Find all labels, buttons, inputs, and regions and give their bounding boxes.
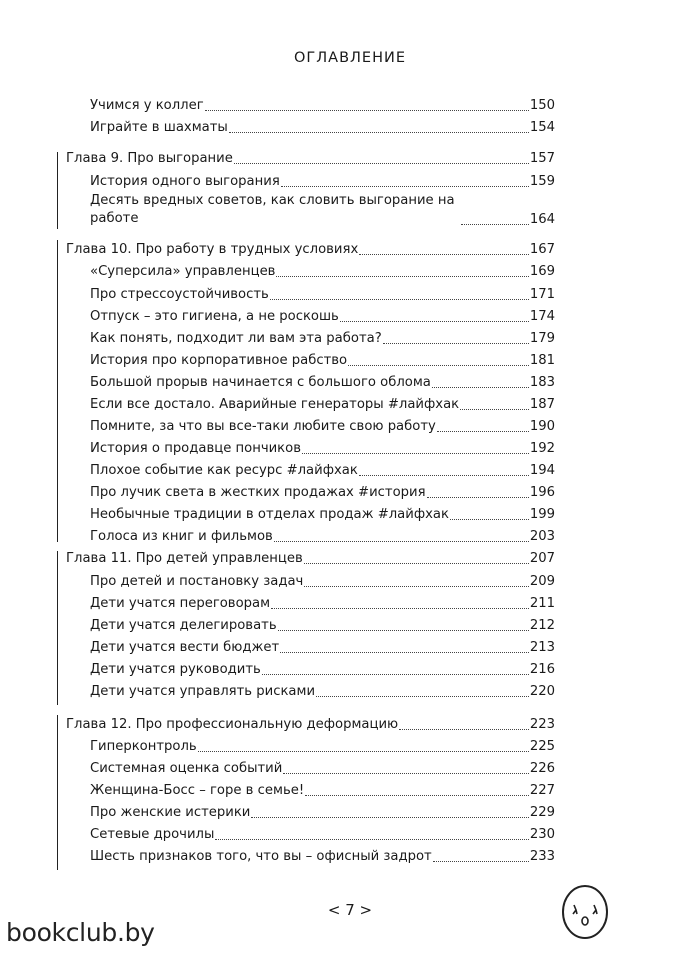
- toc-chapter: [66, 242, 555, 258]
- toc-entry: [90, 662, 555, 678]
- toc-entry-title: История про корпоративное рабство: [90, 353, 348, 368]
- dot-leader: [205, 109, 529, 111]
- toc-entry-page: 209: [529, 574, 555, 589]
- toc-entry-page: 159: [529, 174, 555, 189]
- toc-entry: [90, 309, 555, 325]
- toc-entry-title: Глава 11. Про детей управленцев: [66, 551, 303, 566]
- divider: [57, 152, 58, 229]
- toc-entry-title: Учимся у коллег: [90, 98, 204, 113]
- toc-entry-page: 227: [529, 783, 555, 798]
- toc-entry-title: Как понять, подходит ли вам эта работа?: [90, 331, 382, 346]
- toc-entry-title: Гиперконтроль: [90, 739, 197, 754]
- dot-leader: [251, 816, 528, 818]
- toc-chapter: [66, 151, 555, 167]
- toc-entry-title: Помните, за что вы все-таки любите свою работу: [90, 419, 436, 434]
- toc-entry-title: Глава 9. Про выгорание: [66, 151, 233, 166]
- toc-entry-page: 181: [529, 353, 555, 368]
- dot-leader: [427, 496, 529, 498]
- toc-entry-title: Голоса из книг и фильмов: [90, 529, 273, 544]
- toc-entry-page: 213: [529, 640, 555, 655]
- toc-entry-title: Системная оценка событий: [90, 761, 283, 776]
- toc-entry: [90, 463, 555, 479]
- face-logo-icon: [560, 883, 610, 941]
- page-title: ОГЛАВЛЕНИЕ: [293, 50, 406, 66]
- toc-entry: [90, 287, 555, 303]
- toc-entry-page: 212: [529, 618, 555, 633]
- toc-entry-title: Если все достало. Аварийные генераторы #лайфхак: [90, 397, 460, 412]
- dot-leader: [276, 275, 528, 277]
- toc-entry: [90, 684, 555, 700]
- toc-entry: [90, 761, 555, 777]
- toc-chapter: [66, 717, 555, 733]
- toc-entry-title: История одного выгорания: [90, 174, 280, 189]
- toc-entry-page: 199: [529, 507, 555, 522]
- toc-entry-page: 196: [529, 485, 555, 500]
- toc-entry-title: Большой прорыв начинается с большого облома: [90, 375, 431, 390]
- toc-entry-page: 190: [529, 419, 555, 434]
- toc-entry-title: Глава 12. Про профессиональную деформацию: [66, 717, 399, 732]
- toc-entry: [90, 192, 555, 228]
- dot-leader: [399, 728, 529, 730]
- toc-entry-title: Дети учатся вести бюджет: [90, 640, 280, 655]
- toc-entry-page: 164: [529, 212, 555, 227]
- dot-leader: [340, 320, 529, 322]
- toc-entry-title: Шесть признаков того, что вы – офисный задрот: [90, 849, 432, 864]
- toc-entry-page: 150: [529, 98, 555, 113]
- toc-entry: [90, 574, 555, 590]
- toc-entry: [90, 331, 555, 347]
- toc-entry-title: Сетевые дрочилы: [90, 827, 215, 842]
- toc-chapter: [66, 551, 555, 567]
- toc-entry-page: 192: [529, 441, 555, 456]
- toc-entry-title: История о продавце пончиков: [90, 441, 301, 456]
- dot-leader: [304, 562, 529, 564]
- toc-entry-title: Плохое событие как ресурс #лайфхак: [90, 463, 358, 478]
- toc-entry-title: Про детей и постановку задач: [90, 574, 304, 589]
- dot-leader: [304, 585, 529, 587]
- toc-entry-page: 183: [529, 375, 555, 390]
- dot-leader: [383, 342, 529, 344]
- toc-entry-title: Глава 10. Про работу в трудных условиях: [66, 242, 359, 257]
- dot-leader: [281, 185, 529, 187]
- toc-entry: [90, 174, 555, 190]
- toc-entry-title: Играйте в шахматы: [90, 120, 228, 135]
- toc-entry-page: 174: [529, 309, 555, 324]
- dot-leader: [432, 386, 529, 388]
- dot-leader: [278, 629, 529, 631]
- toc-entry: [90, 849, 555, 865]
- toc-entry-page: 154: [529, 120, 555, 135]
- page-number: < 7 >: [327, 901, 373, 919]
- dot-leader: [437, 430, 529, 432]
- toc-entry-title: Дети учатся руководить: [90, 662, 261, 677]
- dot-leader: [283, 772, 529, 774]
- dot-leader: [262, 673, 529, 675]
- toc-entry-page: 225: [529, 739, 555, 754]
- dot-leader: [316, 695, 529, 697]
- toc-entry-page: 187: [529, 397, 555, 412]
- toc-entry-title: «Суперсила» управленцев: [90, 264, 276, 279]
- toc-entry-title: Дети учатся делегировать: [90, 618, 277, 633]
- toc-entry-page: 211: [529, 596, 555, 611]
- toc-entry: [90, 596, 555, 612]
- toc-entry: [90, 419, 555, 435]
- toc-entry: [90, 805, 555, 821]
- toc-entry: [90, 739, 555, 755]
- toc-entry-page: 216: [529, 662, 555, 677]
- divider: [57, 551, 58, 705]
- toc-entry: [90, 120, 555, 136]
- divider: [57, 240, 58, 542]
- watermark: bookclub.by: [6, 918, 155, 947]
- toc-entry: [90, 353, 555, 369]
- dot-leader: [305, 794, 529, 796]
- toc-entry-page: 203: [529, 529, 555, 544]
- toc-entry: [90, 441, 555, 457]
- toc-entry-page: 169: [529, 264, 555, 279]
- toc-entry-page: 179: [529, 331, 555, 346]
- toc-entry-title: Отпуск – это гигиена, а не роскошь: [90, 309, 339, 324]
- toc-entry: [90, 783, 555, 799]
- toc-entry-page: 233: [529, 849, 555, 864]
- toc-entry-title: Дети учатся переговорам: [90, 596, 271, 611]
- dot-leader: [359, 474, 529, 476]
- toc-entry: [90, 507, 555, 523]
- toc-entry: [90, 529, 555, 545]
- toc-entry-page: 226: [529, 761, 555, 776]
- toc-entry: [90, 98, 555, 114]
- toc-entry-title: Про стрессоустойчивость: [90, 287, 269, 302]
- dot-leader: [461, 223, 529, 225]
- dot-leader: [450, 518, 529, 520]
- toc-entry-title: Дети учатся управлять рисками: [90, 684, 316, 699]
- dot-leader: [433, 860, 529, 862]
- dot-leader: [198, 750, 529, 752]
- toc-entry-page: 157: [529, 151, 555, 166]
- dot-leader: [229, 131, 529, 133]
- dot-leader: [280, 651, 529, 653]
- toc-entry-title: Необычные традиции в отделах продаж #лайфхак: [90, 507, 449, 522]
- toc-entry-page: 207: [529, 551, 555, 566]
- toc-entry-page: 171: [529, 287, 555, 302]
- toc-entry-title: Десять вредных советов, как словить выгорание на работе: [90, 193, 455, 226]
- dot-leader: [302, 452, 529, 454]
- toc-entry-title: Про женские истерики: [90, 805, 251, 820]
- divider: [57, 715, 58, 870]
- toc-entry-page: 229: [529, 805, 555, 820]
- toc-entry-title: Женщина-Босс – горе в семье!: [90, 783, 305, 798]
- dot-leader: [215, 838, 528, 840]
- toc-entry-title: Про лучик света в жестких продажах #история: [90, 485, 426, 500]
- toc-entry: [90, 485, 555, 501]
- dot-leader: [359, 253, 529, 255]
- dot-leader: [274, 540, 529, 542]
- dot-leader: [270, 298, 529, 300]
- toc-entry-page: 223: [529, 717, 555, 732]
- toc-entry-page: 220: [529, 684, 555, 699]
- toc-entry: [90, 640, 555, 656]
- toc-entry-page: 230: [529, 827, 555, 842]
- dot-leader: [271, 607, 529, 609]
- dot-leader: [460, 408, 529, 410]
- dot-leader: [234, 162, 529, 164]
- toc-entry: [90, 375, 555, 391]
- toc-entry-page: 167: [529, 242, 555, 257]
- toc-entry: [90, 264, 555, 280]
- toc-entry: [90, 397, 555, 413]
- toc-entry: [90, 618, 555, 634]
- dot-leader: [348, 364, 529, 366]
- toc-entry: [90, 827, 555, 843]
- toc-entry-page: 194: [529, 463, 555, 478]
